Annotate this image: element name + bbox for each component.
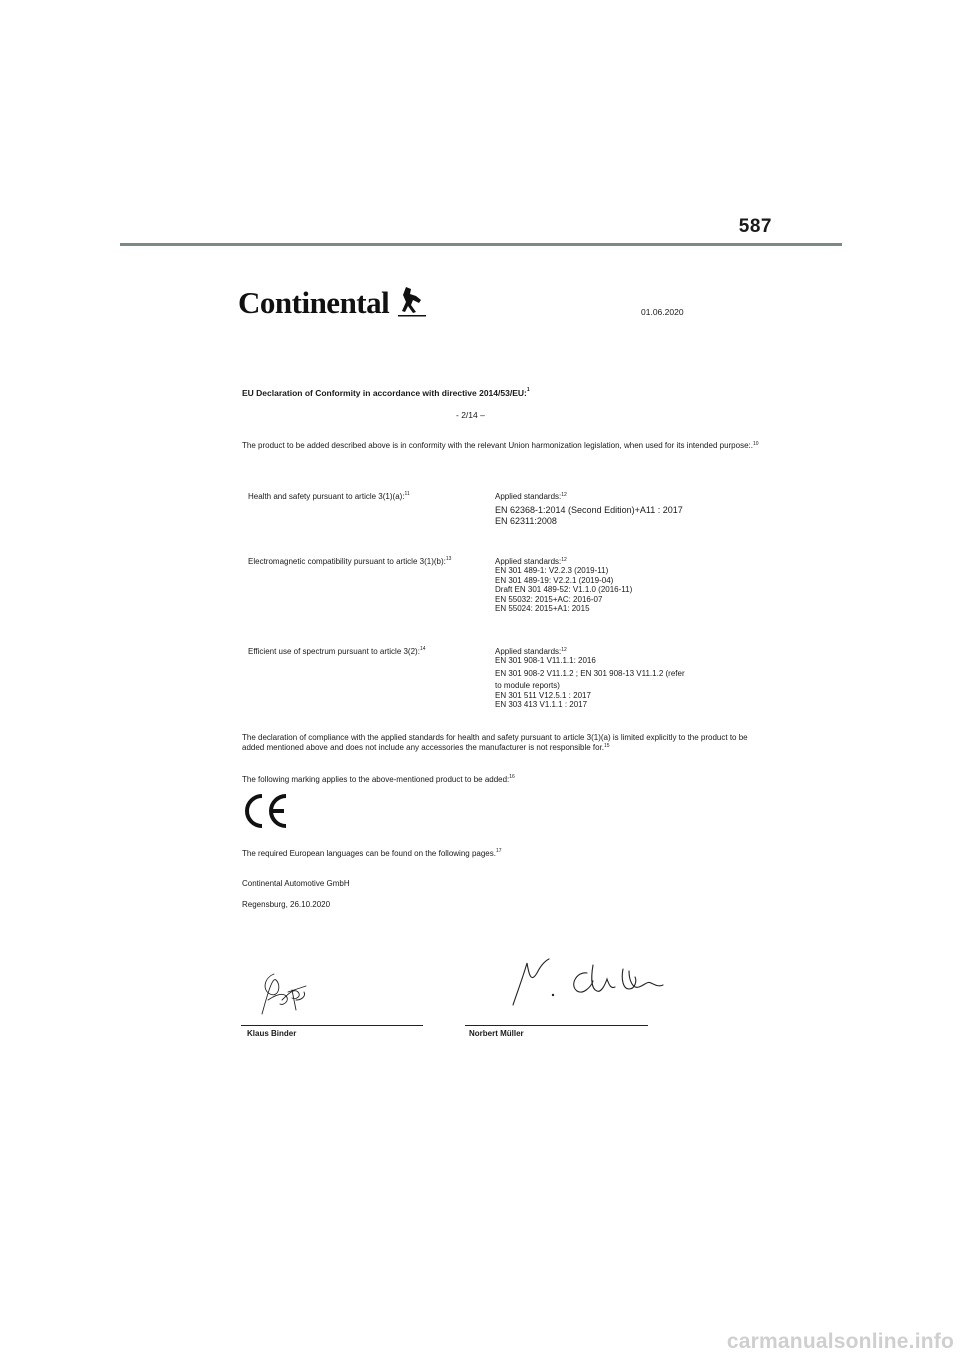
continental-logo <box>238 282 430 322</box>
ce-mark-icon <box>242 793 290 829</box>
standard-item: EN 301 489-19: V2.2.1 (2019-04) <box>495 575 614 585</box>
signature-line-left <box>241 1025 423 1026</box>
health-safety-label: Health and safety pursuant to article 3(1)(a):$^{11}$ <box>248 491 410 501</box>
intro-paragraph: The product to be added described above is in conformity with the relevant Union harmonization legislation, when used for its intended purpose:.$^{10}$ <box>242 441 759 450</box>
signature-norbert-mueller <box>505 955 665 1010</box>
marking-paragraph: The following marking applies to the above-mentioned product to be added:$^{16}$ <box>242 774 515 784</box>
signature-klaus-binder <box>252 970 312 1024</box>
languages-paragraph: The required European languages can be found on the following pages.$^{17}$ <box>242 848 502 858</box>
standards-heading: Applied standards:$^{12}$ <box>495 557 567 566</box>
standards-heading: Applied standards:$^{12}$ <box>495 647 567 656</box>
standard-item: EN 301 489-1: V2.2.3 (2019-11) <box>495 566 609 576</box>
signatory-name: Norbert Müller <box>469 1029 524 1038</box>
document-page-reference: - 2/14 – <box>456 410 485 420</box>
standard-item: EN 301 511 V12.5.1 : 2017 <box>495 690 591 700</box>
watermark-text: carmanualsonline.info <box>726 1330 954 1353</box>
page-number: 587 <box>738 216 772 237</box>
standards-heading: Applied standards:$^{12}$ <box>495 492 567 501</box>
standard-item: EN 303 413 V1.1.1 : 2017 <box>495 700 588 710</box>
signatory-name: Klaus Binder <box>247 1029 297 1038</box>
spectrum-label: Efficient use of spectrum pursuant to article 3(2):$^{14}$ <box>248 646 426 656</box>
standard-item: to module reports) <box>495 681 560 691</box>
header-rule <box>120 243 842 246</box>
logo-wordmark: Continental <box>238 285 390 320</box>
emc-standards <box>495 557 755 613</box>
spectrum-standards <box>495 647 755 709</box>
standard-item: EN 301 908-1 V11.1.1: 2016 <box>495 656 596 666</box>
standard-item: EN 301 908-2 V11.1.2 ; EN 301 908-13 V11.1.2 (refer <box>495 668 685 678</box>
compliance-paragraph: The declaration of compliance with the applied standards for health and safety pursuant to article 3(1)(a) is limited explicitly to the product to be added mentioned above and does not include any accessories the manufacturer is not responsible for.$^{15}$ <box>242 733 748 752</box>
place-date: Regensburg, 26.10.2020 <box>242 900 331 909</box>
signature-line-right <box>465 1025 648 1026</box>
horse-icon <box>402 287 421 313</box>
standard-item: EN 55032: 2015+AC: 2016-07 <box>495 594 603 604</box>
standard-item: EN 62311:2008 <box>495 516 557 527</box>
standard-item: EN 55024: 2015+A1: 2015 <box>495 604 590 614</box>
declaration-title: EU Declaration of Conformity in accordance with directive 2014/53/EU:$^1$ <box>242 387 530 398</box>
company-name: Continental Automotive GmbH <box>242 879 350 888</box>
document-date: 01.06.2020 <box>641 307 684 317</box>
standard-item: Draft EN 301 489-52: V1.1.0 (2016-11) <box>495 585 633 595</box>
health-safety-standards <box>495 492 755 527</box>
emc-label: Electromagnetic compatibility pursuant to article 3(1)(b):$^{13}$ <box>248 556 452 566</box>
standard-item: EN 62368-1:2014 (Second Edition)+A11 : 2017 <box>495 505 683 516</box>
